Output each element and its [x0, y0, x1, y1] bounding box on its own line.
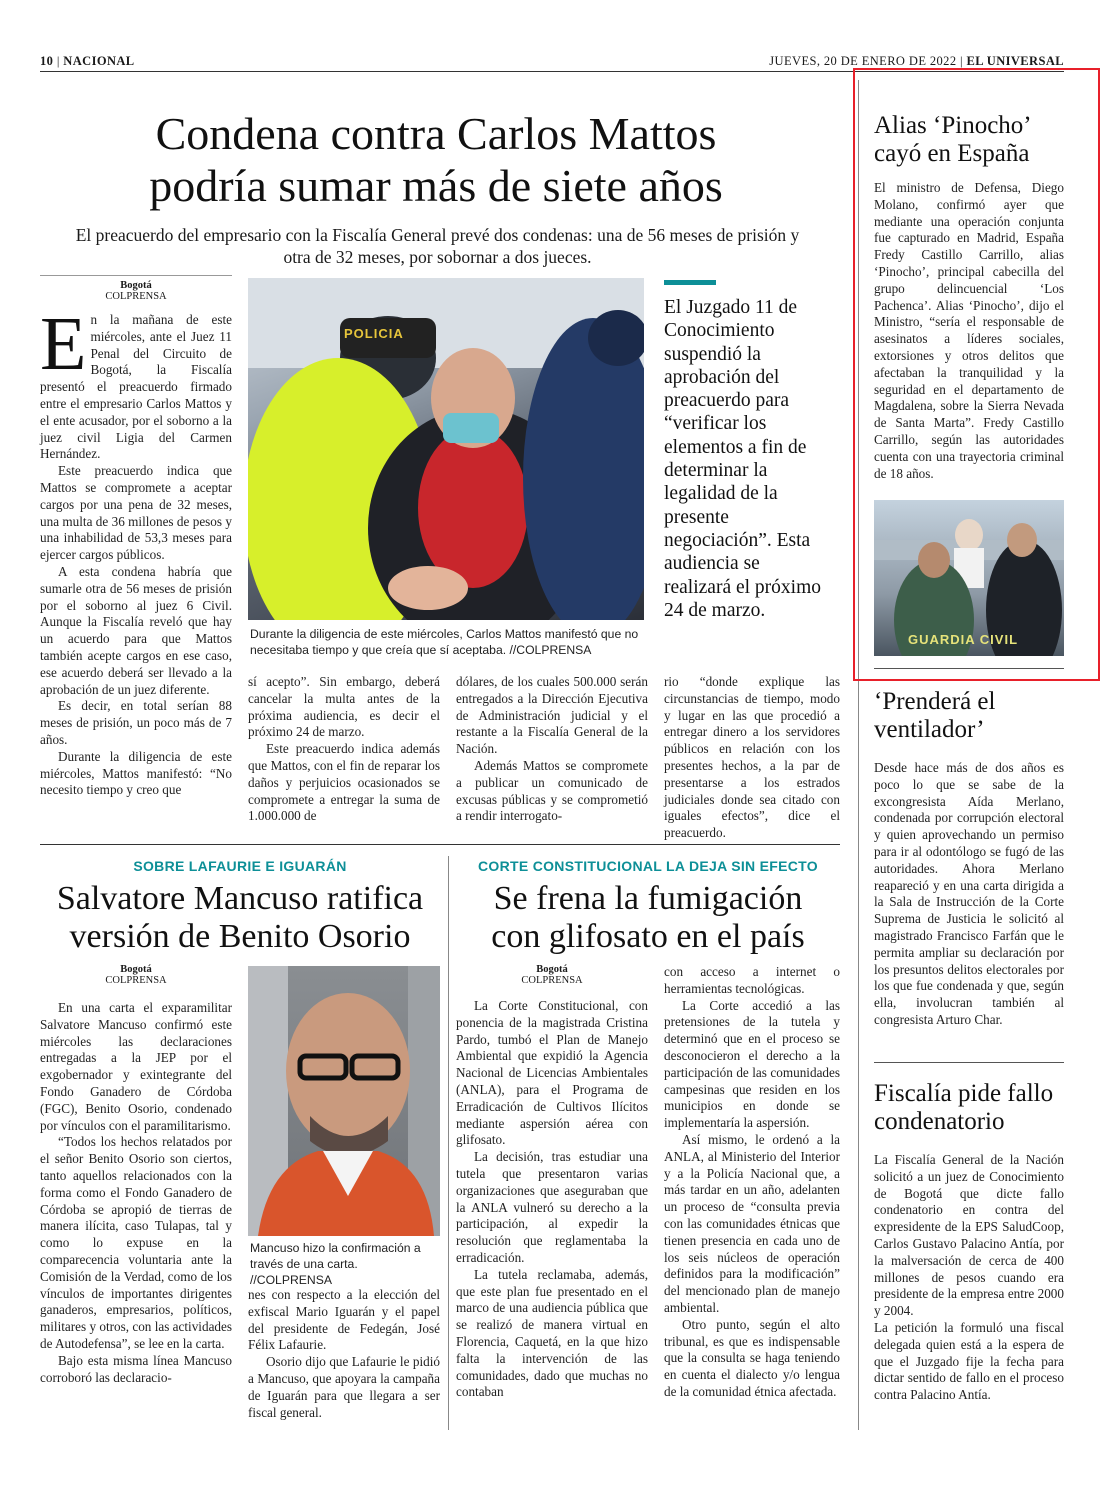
mancuso-paragraph: nes con respecto a la elección del exfiscal Mario Iguarán y el papel del presidente de Fedegán, José Félix Lafaurie. [248, 1287, 440, 1353]
glifosato-byline [456, 964, 648, 986]
fiscalia-headline [874, 1080, 1084, 1136]
mancuso-paragraph: Bajo esta misma línea Mancuso corroboró las declaracio- [40, 1352, 232, 1385]
main-paragraph: Además Mattos se compromete a publicar un comunicado de excusas públicas y se comprometió a rendir interrogato- [456, 757, 648, 824]
mancuso-headline-line2: versión de Benito Osorio [69, 918, 411, 955]
mancuso-paragraph: Osorio dijo que Lafaurie le pidió a Mancuso, que apoyara la campaña de Iguarán para que llegara a ser fiscal general. [248, 1354, 440, 1420]
main-col-1 [40, 302, 232, 799]
glifosato-paragraph: La Corte accedió a las pretensiones de la tutela y determinó que en el proceso se desconocieron el derecho a la participación de las comunidades campesinas que residen en los municipios en donde se implementaría la aspersión. [664, 997, 840, 1131]
mancuso-photo-caption: Mancuso hizo la confirmación a través de una carta. //COLPRENSA [250, 1241, 421, 1287]
page-number: 10 [40, 54, 54, 68]
mattos-photo-caption: Durante la diligencia de este miércoles, Carlos Mattos manifestó que no necesitaba tiempo y que creía que sí aceptaba. //COLPRENSA [250, 627, 639, 657]
byline-agency: COLPRENSA [105, 291, 167, 302]
glifosato-paragraph: La tutela reclamaba, además, que este plan fue presentado en el marco de una audiencia pública que se realizó de manera virtual en Florencia, Caquetá, en la que hizo falta la intervención de las comunidades, dado que muchas no contaban [456, 1266, 648, 1400]
ventilador-headline-line1: ‘Prenderá el [874, 688, 996, 715]
fiscalia-paragraph: La Fiscalía General de la Nación solicitó a un juez de Conocimiento de Bogotá que dicte fallo condenatorio en contra del expresidente de la EPS SaludCoop, Carlos Gustavo Palacino Antía, por la malversación de cerca de 400 millones de pesos cuando era presidente de la empresa entre 2000 y 2004. [874, 1152, 1064, 1319]
newspaper-name: EL UNIVERSAL [966, 54, 1064, 68]
glifosato-paragraph: con acceso a internet o herramientas tecnológicas. [664, 964, 840, 996]
main-col-3 [456, 674, 648, 825]
main-paragraph: Este preacuerdo indica además que Mattos, con el fin de reparar los daños y perjuicios ocasionados se compromete a entregar la suma de 1.000.000 de [248, 741, 440, 824]
mancuso-col-2 [248, 1287, 440, 1421]
glifosato-paragraph: Otro punto, según el alto tribunal, es que es indispensable que la consulta se haga teniendo en cuenta el dialecto y/o lengua de la comunidad étnica afectada. [664, 1316, 840, 1399]
mancuso-headline-line1: Salvatore Mancuso ratifica [56, 880, 424, 917]
mancuso-headline [40, 880, 440, 956]
pullquote-accent [664, 280, 716, 285]
main-byline [40, 280, 232, 302]
main-paragraph: Este preacuerdo indica que Mattos se compromete a aceptar cargos por una pena de 32 meses, una multa de 36 millones de pesos y una inhabilidad de 53,3 meses para ejercer cargos públicos. [40, 463, 232, 563]
sidebar-rule-1 [874, 668, 1064, 669]
police-cap-text: POLICIA [344, 326, 404, 341]
header-divider-2: | [960, 54, 967, 68]
byline-rule [40, 275, 232, 276]
glifosato-paragraph: Así mismo, le ordenó a la ANLA, al Ministerio del Interior y a la Policía Nacional que, a más tardar en un año, adelanten un proceso de “consulta previa con las comunidades étnicas que tienen presencia en cada uno de los seis núcleos de operación definidos para la modificación” del mencionado plan de manejo ambiental. [664, 1131, 840, 1315]
ventilador-paragraph: Desde hace más de dos años es poco lo que se sabe de la excongresista Aída Merlano, condenada por corrupción electoral y quien aprovechando un permiso para ir al odontólogo se fugó de las autoridades. Ahora Merlano reapareció y en una carta dirigida a la Sala de Instrucción de la Corte Suprema de Justicia le solicitó al magistrado Francisco Farfán que le permita ampliar su declaración por los presuntos delitos electorales por los que fue condenada y que, según ella, involucran también al congresista Arturo Char. [874, 760, 1064, 1027]
pullquote: El Juzgado 11 de Conocimiento suspendió la aprobación del preacuerdo para “verificar los elementos a fin de determinar la legalidad de la presente negociación”. Esta audiencia se realizará el próximo 24 de marzo. [664, 297, 821, 621]
main-col-4 [664, 674, 840, 842]
main-headline-line1: Condena contra Carlos Mattos [155, 108, 717, 159]
pinocho-paragraph: El ministro de Defensa, Diego Molano, confirmó ayer que mediante una operación conjunta fue capturado en Madrid, España Fredy Castillo Carrillo, alias ‘Pinocho’, principal cabecilla del grupo delincuencial ‘Los Pachenca’. Alias ‘Pinocho’, dijo el Ministro, “sería el responsable de asesinatos a líderes sociales, extorsiones y otros delitos que afectaban la tranquilidad y la seguridad en el departamento de Magdalena, sobre la Sierra Nevada de Santa Marta”. Fredy Castillo Carrillo, según las autoridades cuenta con una trayectoria criminal de 18 años. [874, 180, 1064, 481]
byline-agency: COLPRENSA [105, 975, 167, 986]
mancuso-col-1 [40, 1000, 232, 1386]
ventilador-text [874, 760, 1064, 1029]
glifosato-col-2 [664, 964, 840, 1401]
fiscalia-paragraph: La petición la formuló una fiscal delegada quien está a la espera de que el Juzgado fije la fecha para dictar sentido de fallo en el proceso contra Palacino Antía. [874, 1319, 1064, 1403]
fiscalia-headline-line1: Fiscalía pide fallo [874, 1080, 1054, 1107]
glifosato-kicker: CORTE CONSTITUCIONAL LA DEJA SIN EFECTO [478, 858, 818, 874]
mattos-photo-illustration [248, 278, 644, 620]
main-headline-line2: podría sumar más de siete años [149, 160, 723, 211]
issue-date: JUEVES, 20 DE ENERO DE 2022 [769, 54, 957, 68]
mattos-photo [248, 278, 644, 620]
main-paragraph: sí acepto”. Sin embargo, deberá cancelar la multa antes de la próxima audiencia, es decir el próximo 24 de marzo. [248, 674, 440, 740]
glifosato-headline-line2: con glifosato en el país [491, 918, 805, 955]
ventilador-headline-line2: ventilador’ [874, 716, 985, 743]
glifosato-paragraph: La Corte Constitucional, con ponencia de la magistrada Cristina Pardo, tumbó el Plan de Manejo Ambiental que expidió la Agencia Nacional de Licencias Ambientales (ANLA), para el Programa de Erradicación de Cultivos Ilícitos mediante aspersión aérea con glifosato. [456, 998, 648, 1148]
mancuso-byline [40, 964, 232, 986]
guardia-civil-text: GUARDIA CIVIL [908, 632, 1019, 647]
byline-city: Bogotá [120, 280, 152, 291]
pinocho-text [874, 180, 1064, 482]
glifosato-headline [456, 880, 840, 956]
main-paragraph: n la mañana de este miércoles, ante el Juez 11 Penal del Circuito de Bogotá, la Fiscalía presentó el preacuerdo firmado entre el empresario Carlos Mattos y el ente acusador, por el soborno a la juez civil Ligia del Carmen Hernández. [40, 312, 232, 462]
pinocho-headline-line1: Alias ‘Pinocho’ [874, 112, 1032, 139]
fiscalia-text [874, 1152, 1064, 1404]
main-col-2 [248, 674, 440, 825]
mancuso-photo [248, 966, 440, 1236]
main-paragraph: Durante la diligencia de este miércoles, Mattos manifestó: “No necesito tiempo y creo que [40, 748, 232, 798]
mancuso-paragraph: “Todos los hechos relatados por el señor Benito Osorio son ciertos, tanto aquellos relacionados con la forma como el Fondo Ganadero de Córdoba se apropió de tierras de manera ilícita, caso Tulapas, tal y como lo expuse en la comparecencia voluntaria ante la Comisión de la Verdad, como de los vínculos de importantes dirigentes ganaderos, empresarios, políticos, militares y otros, con las actividades de Autodefensa”, se lee en la carta. [40, 1134, 232, 1351]
main-paragraph: rio “donde explique las circunstancias de tiempo, modo y lugar en las que procedió a entregar dinero a los servidores públicos en relación con los presentes hechos, a la par de presentarse a los estrados judiciales donde sea citado con iguales efectos”, dice el preacuerdo. [664, 674, 840, 841]
glifosato-paragraph: La decisión, tras estudiar una tutela que presentaron varias organizaciones que aseguraban que la ANLA vulneró su derecho a la participación, al expedir la resolución que reglamentaba la erradicación. [456, 1149, 648, 1265]
sidebar-rule-2 [874, 1062, 1064, 1063]
pinocho-photo [874, 500, 1064, 656]
main-paragraph: dólares, de los cuales 500.000 serán entregados a la Dirección Ejecutiva de Administración judicial y el restante a la Fiscalía General de la Nación. [456, 674, 648, 757]
mancuso-photo-illustration [248, 966, 440, 1236]
main-subhead: El preacuerdo del empresario con la Fiscalía General prevé dos condenas: una de 56 meses de prisión y otra de 32 meses, por sobornar a dos jueces. [75, 225, 800, 267]
mancuso-kicker: SOBRE LAFAURIE E IGUARÁN [133, 858, 347, 874]
header-divider: | [56, 54, 64, 68]
glifosato-col-1 [456, 998, 648, 1401]
ventilador-headline [874, 688, 1084, 744]
header-right [769, 54, 1064, 69]
byline-city: Bogotá [536, 964, 568, 975]
fiscalia-headline-line2: condenatorio [874, 1108, 1005, 1135]
pinocho-headline [874, 112, 1084, 168]
main-paragraph: Es decir, en total serían 88 meses de prisión, un poco más de 7 años. [40, 698, 232, 747]
glifosato-headline-line1: Se frena la fumigación [493, 880, 803, 917]
byline-agency: COLPRENSA [521, 975, 583, 986]
pinocho-headline-line2: cayó en España [874, 140, 1030, 167]
section-divider [40, 844, 840, 845]
dropcap: E [40, 302, 87, 386]
section-name: NACIONAL [63, 54, 135, 68]
byline-city: Bogotá [120, 964, 152, 975]
mancuso-paragraph: En una carta el exparamilitar Salvatore Mancuso confirmó este miércoles las declaraciones entregadas a la JEP por el exgobernador y exintegrante del Fondo Ganadero de Córdoba (FGC), Benito Osorio, condenado por vínculos con el paramilitarismo. [40, 1000, 232, 1133]
main-paragraph: A esta condena habría que sumarle otra de 56 meses de prisión por el soborno al juez 6 Civil. Aunque la Fiscalía reveló que hay un acuerdo para que Mattos también acepte cargos en ese caso, ese acuerdo deberá ser llevado a la aprobación de un juez diferente. [40, 563, 232, 697]
column-divider [448, 856, 449, 1430]
main-headline [40, 108, 832, 212]
